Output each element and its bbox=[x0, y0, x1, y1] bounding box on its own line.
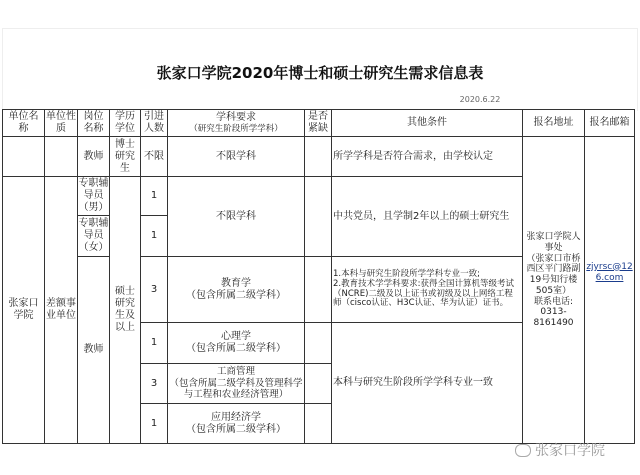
page-title: 张家口学院2020年博士和硕士研究生需求信息表 bbox=[156, 64, 484, 82]
subject-cell: 工商管理 （包含所属二级学科及管理科学与工程和农业经济管理） bbox=[167, 363, 305, 404]
wechat-icon bbox=[515, 444, 531, 457]
count-cell: 不限 bbox=[140, 136, 168, 177]
watermark-text: 张家口学院 bbox=[535, 443, 605, 459]
header-email: 报名邮箱 bbox=[584, 109, 635, 137]
header-degree: 学历学位 bbox=[109, 109, 141, 137]
position-cell: 教师 bbox=[77, 256, 110, 444]
count-cell: 3 bbox=[140, 363, 168, 404]
position-cell: 专职辅导员（女） bbox=[77, 215, 110, 257]
header-count: 引进人数 bbox=[140, 109, 168, 137]
count-cell: 1 bbox=[140, 215, 168, 257]
header-unit-name: 单位名称 bbox=[2, 109, 45, 137]
degree-cell: 硕士研究生及以上 bbox=[109, 176, 141, 444]
email-cell bbox=[584, 136, 635, 444]
conditions-cell: 1.本科与研究生阶段所学学科专业一致; 2.教育技术学学科要求:获得全国计算机等级考试（NCRE)二级及以上证书或初级及以上网络工程师（cisco认证、H3C认证、华为认证）证书。 bbox=[331, 256, 523, 323]
unit-type-cell: 差额事业单位 bbox=[44, 176, 78, 444]
degree-cell: 博士研究生 bbox=[109, 136, 141, 177]
count-cell: 1 bbox=[140, 403, 168, 444]
shortage-cell bbox=[304, 363, 332, 404]
email-link[interactable]: zjyrsc@126.com bbox=[586, 261, 633, 283]
watermark bbox=[515, 440, 605, 460]
header-position: 岗位名称 bbox=[77, 109, 110, 137]
cell-empty bbox=[44, 136, 78, 177]
position-cell: 专职辅导员（男） bbox=[77, 176, 110, 216]
shortage-cell bbox=[304, 322, 332, 364]
header-subject bbox=[167, 109, 305, 137]
conditions-cell: 中共党员，且学制2年以上的硕士研究生 bbox=[331, 176, 523, 257]
shortage-cell bbox=[304, 256, 332, 323]
subject-cell: 教育学 （包含所属二级学科） bbox=[167, 256, 305, 323]
conditions-cell: 所学学科是否符合需求，由学校认定 bbox=[331, 136, 523, 177]
count-cell: 1 bbox=[140, 322, 168, 364]
shortage-cell bbox=[304, 136, 332, 177]
header-subject-label: 学科要求 bbox=[216, 111, 256, 123]
header-address: 报名地址 bbox=[522, 109, 585, 137]
table-date: 2020.6.22 bbox=[459, 95, 501, 104]
count-cell: 1 bbox=[140, 176, 168, 216]
header-shortage: 是否紧缺 bbox=[304, 109, 332, 137]
cell-empty bbox=[2, 136, 45, 177]
header-subject-note: （研究生阶段所学学科） bbox=[189, 123, 283, 134]
subject-cell: 心理学 （包含所属二级学科） bbox=[167, 322, 305, 364]
subject-cell: 应用经济学 （包含所属二级学科） bbox=[167, 403, 305, 444]
position-cell: 教师 bbox=[77, 136, 110, 177]
header-unit-type: 单位性质 bbox=[44, 109, 78, 137]
unit-name-cell: 张家口学院 bbox=[2, 176, 45, 444]
count-cell: 3 bbox=[140, 256, 168, 323]
conditions-cell: 本科与研究生阶段所学学科专业一致 bbox=[331, 322, 523, 444]
header-conditions: 其他条件 bbox=[331, 109, 523, 137]
shortage-cell bbox=[304, 403, 332, 444]
subject-cell: 不限学科 bbox=[167, 136, 305, 177]
shortage-cell bbox=[304, 176, 332, 257]
subject-cell: 不限学科 bbox=[167, 176, 305, 257]
address-cell: 张家口学院人事处 （张家口市桥西区平门路副19号知行楼505室） 联系电话: 0313-8161490 bbox=[522, 136, 585, 444]
